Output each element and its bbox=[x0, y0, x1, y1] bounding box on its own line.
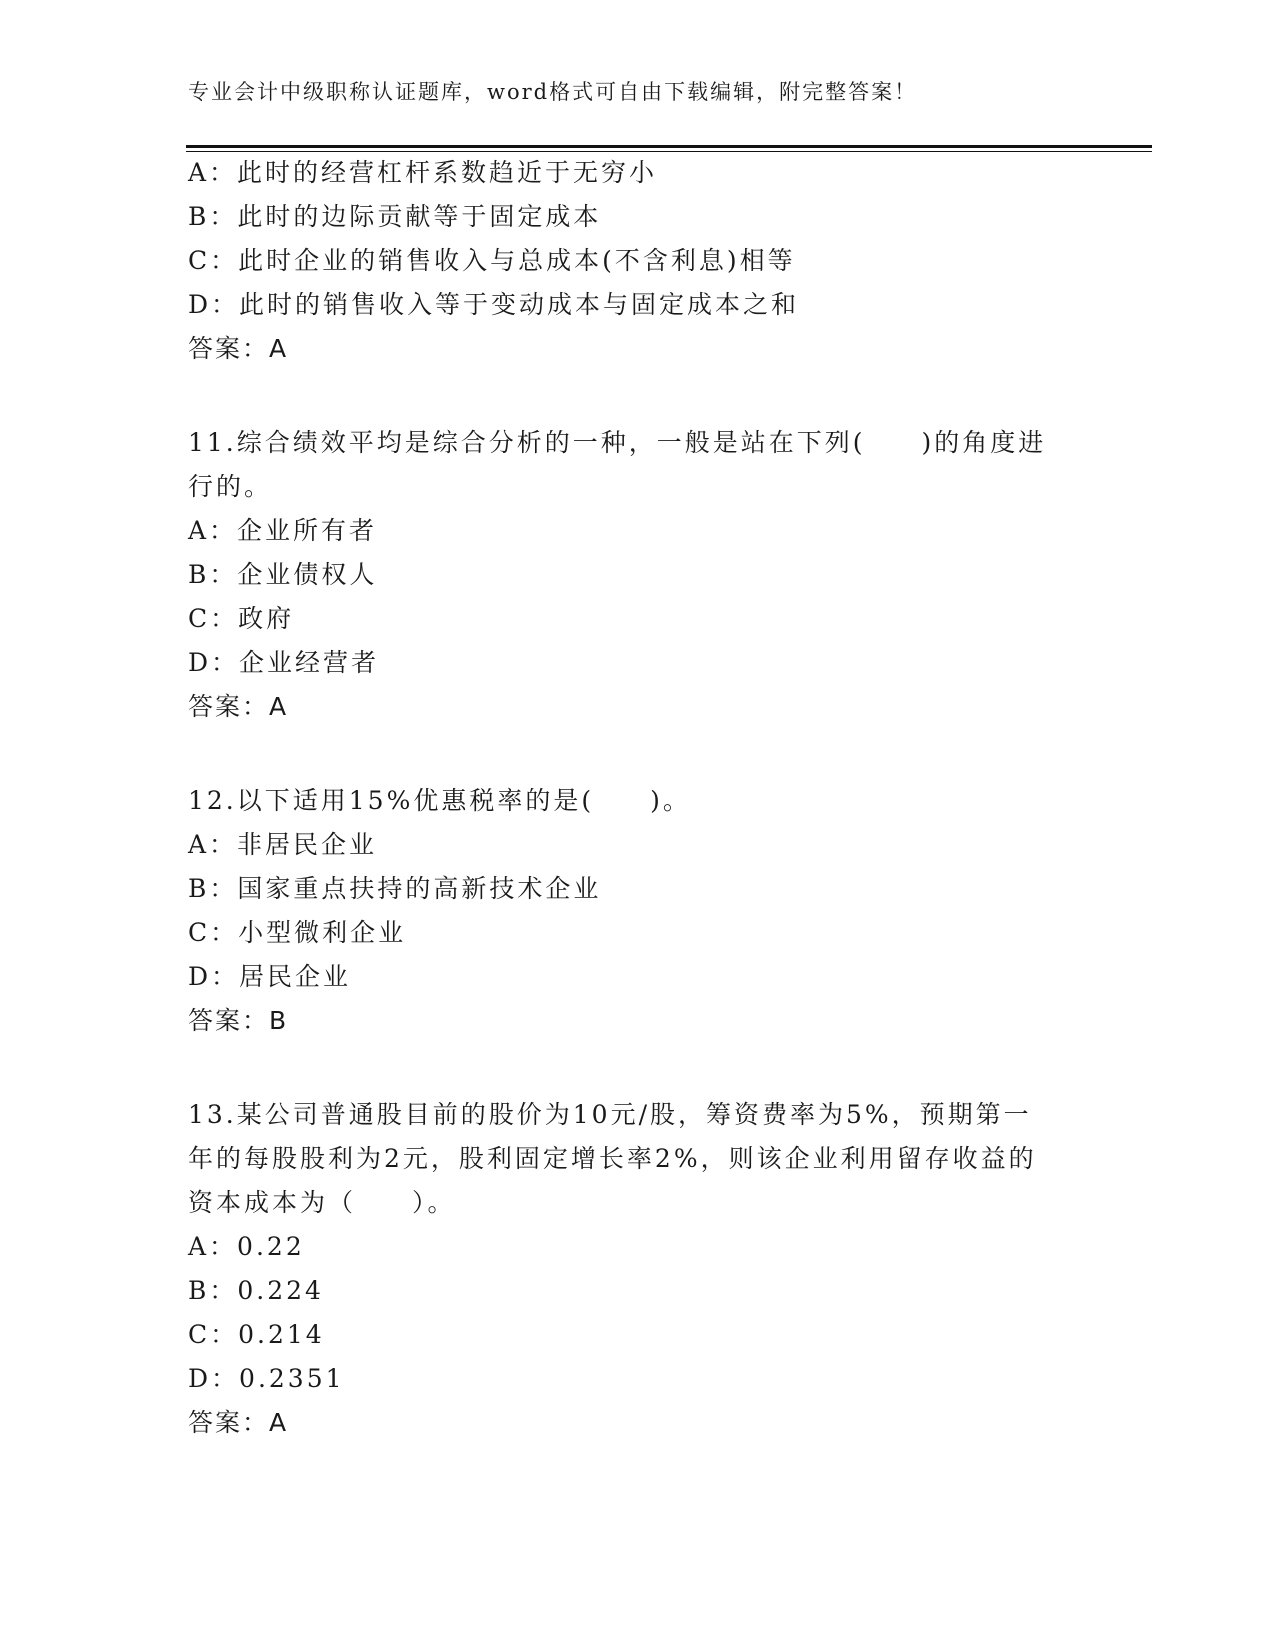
q12-answer: 答案：B bbox=[188, 1006, 289, 1035]
q13-answer: 答案：A bbox=[188, 1408, 289, 1437]
q11-answer: 答案：A bbox=[188, 692, 289, 721]
q12-option-a: A：非居民企业 bbox=[188, 830, 378, 859]
q13-option-d: D：0.2351 bbox=[188, 1364, 345, 1393]
q11-stem-line-1: 11.综合绩效平均是综合分析的一种，一般是站在下列( )的角度进 bbox=[188, 428, 1047, 457]
q11-option-d: D：企业经营者 bbox=[188, 648, 380, 677]
q10-option-c: C：此时企业的销售收入与总成本(不含利息)相等 bbox=[188, 246, 796, 275]
q10-option-b: B：此时的边际贡献等于固定成本 bbox=[188, 202, 602, 231]
q10-option-d: D：此时的销售收入等于变动成本与固定成本之和 bbox=[188, 290, 800, 319]
q12-option-c: C：小型微利企业 bbox=[188, 918, 407, 947]
q13-option-c: C：0.214 bbox=[188, 1320, 325, 1349]
q11-stem-line-2: 行的。 bbox=[188, 472, 273, 501]
q12-option-b: B：国家重点扶持的高新技术企业 bbox=[188, 874, 602, 903]
header-divider-thin bbox=[186, 151, 1152, 152]
q11-option-b: B：企业债权人 bbox=[188, 560, 378, 589]
header-divider-thick bbox=[186, 145, 1152, 148]
q13-option-a: A：0.22 bbox=[188, 1232, 305, 1261]
q12-stem-line-1: 12.以下适用15%优惠税率的是( )。 bbox=[188, 786, 691, 815]
q10-option-a: A：此时的经营杠杆系数趋近于无穷小 bbox=[188, 158, 658, 187]
page-header: 专业会计中级职称认证题库，word格式可自由下载编辑，附完整答案！ bbox=[188, 80, 918, 104]
q13-stem-line-2: 年的每股股利为2元，股利固定增长率2%，则该企业利用留存收益的 bbox=[188, 1144, 1037, 1173]
q11-option-a: A：企业所有者 bbox=[188, 516, 378, 545]
q10-answer: 答案：A bbox=[188, 334, 289, 363]
q13-stem-line-3: 资本成本为（ ）。 bbox=[188, 1188, 456, 1217]
q12-option-d: D：居民企业 bbox=[188, 962, 352, 991]
q13-option-b: B：0.224 bbox=[188, 1276, 324, 1305]
q13-stem-line-1: 13.某公司普通股目前的股价为10元/股，筹资费率为5%，预期第一 bbox=[188, 1100, 1032, 1129]
q11-option-c: C：政府 bbox=[188, 604, 295, 633]
